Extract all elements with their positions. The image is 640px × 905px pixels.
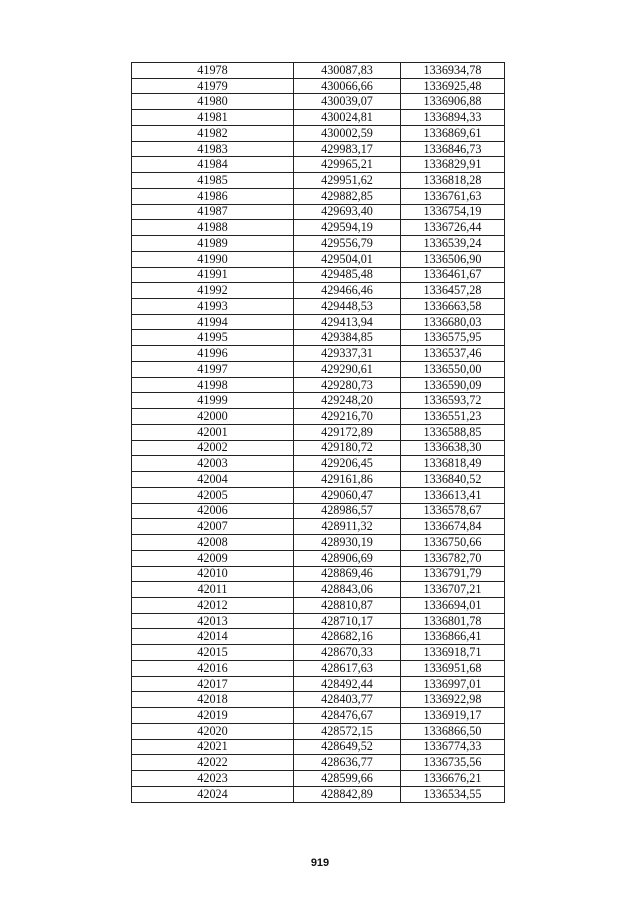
x-coordinate-cell: 429248,20	[294, 393, 401, 409]
point-number-cell: 42018	[132, 692, 294, 708]
table-row	[132, 472, 505, 488]
point-number-cell: 41994	[132, 314, 294, 330]
x-coordinate-cell: 428572,15	[294, 723, 401, 739]
y-coordinate-cell: 1336676,21	[401, 771, 505, 787]
y-coordinate-cell: 1336457,28	[401, 283, 505, 299]
y-coordinate-cell: 1336663,58	[401, 299, 505, 315]
point-number-cell: 41997	[132, 361, 294, 377]
y-coordinate-cell: 1336894,33	[401, 110, 505, 126]
point-number-cell: 41991	[132, 267, 294, 283]
x-coordinate-cell: 429216,70	[294, 409, 401, 425]
x-coordinate-cell: 429337,31	[294, 346, 401, 362]
x-coordinate-cell: 428911,32	[294, 519, 401, 535]
y-coordinate-cell: 1336506,90	[401, 251, 505, 267]
y-coordinate-cell: 1336588,85	[401, 424, 505, 440]
y-coordinate-cell: 1336537,46	[401, 346, 505, 362]
y-coordinate-cell: 1336761,63	[401, 188, 505, 204]
point-number-cell: 41982	[132, 125, 294, 141]
table-row	[132, 424, 505, 440]
table-row	[132, 110, 505, 126]
point-number-cell: 42013	[132, 613, 294, 629]
point-number-cell: 41984	[132, 157, 294, 173]
y-coordinate-cell: 1336801,78	[401, 613, 505, 629]
y-coordinate-cell: 1336754,19	[401, 204, 505, 220]
table-row	[132, 676, 505, 692]
y-coordinate-cell: 1336934,78	[401, 63, 505, 79]
table-row	[132, 550, 505, 566]
point-number-cell: 42022	[132, 755, 294, 771]
x-coordinate-cell: 429413,94	[294, 314, 401, 330]
x-coordinate-cell: 428670,33	[294, 645, 401, 661]
x-coordinate-cell: 429504,01	[294, 251, 401, 267]
table-row	[132, 78, 505, 94]
table-row	[132, 299, 505, 315]
y-coordinate-cell: 1336726,44	[401, 220, 505, 236]
x-coordinate-cell: 429161,86	[294, 472, 401, 488]
y-coordinate-cell: 1336575,95	[401, 330, 505, 346]
x-coordinate-cell: 428476,67	[294, 708, 401, 724]
point-number-cell: 41979	[132, 78, 294, 94]
table-row	[132, 755, 505, 771]
x-coordinate-cell: 428599,66	[294, 771, 401, 787]
y-coordinate-cell: 1336674,84	[401, 519, 505, 535]
point-number-cell: 42012	[132, 597, 294, 613]
table-row	[132, 188, 505, 204]
table-row	[132, 361, 505, 377]
x-coordinate-cell: 429448,53	[294, 299, 401, 315]
y-coordinate-cell: 1336829,91	[401, 157, 505, 173]
x-coordinate-cell: 428869,46	[294, 566, 401, 582]
x-coordinate-cell: 429693,40	[294, 204, 401, 220]
y-coordinate-cell: 1336919,17	[401, 708, 505, 724]
table-row	[132, 409, 505, 425]
point-number-cell: 42000	[132, 409, 294, 425]
y-coordinate-cell: 1336613,41	[401, 487, 505, 503]
point-number-cell: 41996	[132, 346, 294, 362]
x-coordinate-cell: 430002,59	[294, 125, 401, 141]
y-coordinate-cell: 1336818,49	[401, 456, 505, 472]
point-number-cell: 42010	[132, 566, 294, 582]
point-number-cell: 42002	[132, 440, 294, 456]
x-coordinate-cell: 429290,61	[294, 361, 401, 377]
y-coordinate-cell: 1336750,66	[401, 535, 505, 551]
point-number-cell: 41992	[132, 283, 294, 299]
y-coordinate-cell: 1336461,67	[401, 267, 505, 283]
point-number-cell: 41978	[132, 63, 294, 79]
coordinates-table	[131, 62, 505, 803]
table-row	[132, 251, 505, 267]
y-coordinate-cell: 1336951,68	[401, 660, 505, 676]
table-row	[132, 503, 505, 519]
point-number-cell: 41988	[132, 220, 294, 236]
point-number-cell: 42003	[132, 456, 294, 472]
x-coordinate-cell: 429983,17	[294, 141, 401, 157]
point-number-cell: 41981	[132, 110, 294, 126]
table-row	[132, 535, 505, 551]
x-coordinate-cell: 428710,17	[294, 613, 401, 629]
point-number-cell: 42016	[132, 660, 294, 676]
table-row	[132, 723, 505, 739]
x-coordinate-cell: 430039,07	[294, 94, 401, 110]
x-coordinate-cell: 428842,89	[294, 786, 401, 802]
y-coordinate-cell: 1336866,41	[401, 629, 505, 645]
point-number-cell: 42024	[132, 786, 294, 802]
x-coordinate-cell: 429206,45	[294, 456, 401, 472]
x-coordinate-cell: 429951,62	[294, 173, 401, 189]
table-row	[132, 440, 505, 456]
y-coordinate-cell: 1336735,56	[401, 755, 505, 771]
x-coordinate-cell: 429180,72	[294, 440, 401, 456]
point-number-cell: 41986	[132, 188, 294, 204]
y-coordinate-cell: 1336550,00	[401, 361, 505, 377]
x-coordinate-cell: 429485,48	[294, 267, 401, 283]
y-coordinate-cell: 1336590,09	[401, 377, 505, 393]
y-coordinate-cell: 1336593,72	[401, 393, 505, 409]
x-coordinate-cell: 428930,19	[294, 535, 401, 551]
x-coordinate-cell: 429594,19	[294, 220, 401, 236]
y-coordinate-cell: 1336906,88	[401, 94, 505, 110]
table-row	[132, 267, 505, 283]
point-number-cell: 42017	[132, 676, 294, 692]
point-number-cell: 42015	[132, 645, 294, 661]
x-coordinate-cell: 429280,73	[294, 377, 401, 393]
table-row	[132, 157, 505, 173]
table-row	[132, 393, 505, 409]
x-coordinate-cell: 429882,85	[294, 188, 401, 204]
table-row	[132, 94, 505, 110]
coordinates-table-body	[132, 63, 505, 803]
point-number-cell: 41999	[132, 393, 294, 409]
y-coordinate-cell: 1336818,28	[401, 173, 505, 189]
point-number-cell: 41985	[132, 173, 294, 189]
table-row	[132, 63, 505, 79]
y-coordinate-cell: 1336534,55	[401, 786, 505, 802]
table-row	[132, 220, 505, 236]
x-coordinate-cell: 429466,46	[294, 283, 401, 299]
x-coordinate-cell: 428843,06	[294, 582, 401, 598]
y-coordinate-cell: 1336846,73	[401, 141, 505, 157]
table-row	[132, 456, 505, 472]
point-number-cell: 42009	[132, 550, 294, 566]
y-coordinate-cell: 1336918,71	[401, 645, 505, 661]
table-row	[132, 582, 505, 598]
y-coordinate-cell: 1336774,33	[401, 739, 505, 755]
x-coordinate-cell: 429556,79	[294, 236, 401, 252]
table-row	[132, 283, 505, 299]
table-row	[132, 141, 505, 157]
point-number-cell: 42008	[132, 535, 294, 551]
page-number: 919	[310, 857, 330, 869]
point-number-cell: 42019	[132, 708, 294, 724]
point-number-cell: 41998	[132, 377, 294, 393]
point-number-cell: 42023	[132, 771, 294, 787]
y-coordinate-cell: 1336997,01	[401, 676, 505, 692]
table-row	[132, 236, 505, 252]
table-row	[132, 613, 505, 629]
table-row	[132, 645, 505, 661]
x-coordinate-cell: 428906,69	[294, 550, 401, 566]
y-coordinate-cell: 1336551,23	[401, 409, 505, 425]
table-row	[132, 771, 505, 787]
point-number-cell: 42020	[132, 723, 294, 739]
point-number-cell: 42006	[132, 503, 294, 519]
x-coordinate-cell: 428986,57	[294, 503, 401, 519]
y-coordinate-cell: 1336638,30	[401, 440, 505, 456]
y-coordinate-cell: 1336791,79	[401, 566, 505, 582]
x-coordinate-cell: 429172,89	[294, 424, 401, 440]
x-coordinate-cell: 428810,87	[294, 597, 401, 613]
y-coordinate-cell: 1336782,70	[401, 550, 505, 566]
point-number-cell: 41987	[132, 204, 294, 220]
table-row	[132, 173, 505, 189]
point-number-cell: 42011	[132, 582, 294, 598]
y-coordinate-cell: 1336922,98	[401, 692, 505, 708]
table-row	[132, 519, 505, 535]
point-number-cell: 41990	[132, 251, 294, 267]
y-coordinate-cell: 1336869,61	[401, 125, 505, 141]
x-coordinate-cell: 430024,81	[294, 110, 401, 126]
x-coordinate-cell: 430066,66	[294, 78, 401, 94]
table-row	[132, 377, 505, 393]
table-row	[132, 629, 505, 645]
table-row	[132, 708, 505, 724]
y-coordinate-cell: 1336694,01	[401, 597, 505, 613]
point-number-cell: 42005	[132, 487, 294, 503]
table-row	[132, 346, 505, 362]
point-number-cell: 41995	[132, 330, 294, 346]
y-coordinate-cell: 1336680,03	[401, 314, 505, 330]
x-coordinate-cell: 428636,77	[294, 755, 401, 771]
x-coordinate-cell: 429384,85	[294, 330, 401, 346]
table-row	[132, 204, 505, 220]
y-coordinate-cell: 1336925,48	[401, 78, 505, 94]
point-number-cell: 41993	[132, 299, 294, 315]
point-number-cell: 42007	[132, 519, 294, 535]
x-coordinate-cell: 430087,83	[294, 63, 401, 79]
y-coordinate-cell: 1336840,52	[401, 472, 505, 488]
table-row	[132, 487, 505, 503]
y-coordinate-cell: 1336707,21	[401, 582, 505, 598]
point-number-cell: 41983	[132, 141, 294, 157]
x-coordinate-cell: 428682,16	[294, 629, 401, 645]
x-coordinate-cell: 429965,21	[294, 157, 401, 173]
point-number-cell: 42001	[132, 424, 294, 440]
point-number-cell: 42004	[132, 472, 294, 488]
table-row	[132, 660, 505, 676]
table-row	[132, 125, 505, 141]
point-number-cell: 42021	[132, 739, 294, 755]
x-coordinate-cell: 429060,47	[294, 487, 401, 503]
table-row	[132, 566, 505, 582]
table-row	[132, 739, 505, 755]
x-coordinate-cell: 428403,77	[294, 692, 401, 708]
x-coordinate-cell: 428649,52	[294, 739, 401, 755]
table-row	[132, 692, 505, 708]
y-coordinate-cell: 1336539,24	[401, 236, 505, 252]
point-number-cell: 41980	[132, 94, 294, 110]
x-coordinate-cell: 428492,44	[294, 676, 401, 692]
table-row	[132, 786, 505, 802]
y-coordinate-cell: 1336578,67	[401, 503, 505, 519]
point-number-cell: 41989	[132, 236, 294, 252]
x-coordinate-cell: 428617,63	[294, 660, 401, 676]
table-row	[132, 330, 505, 346]
table-row	[132, 314, 505, 330]
table-row	[132, 597, 505, 613]
y-coordinate-cell: 1336866,50	[401, 723, 505, 739]
point-number-cell: 42014	[132, 629, 294, 645]
